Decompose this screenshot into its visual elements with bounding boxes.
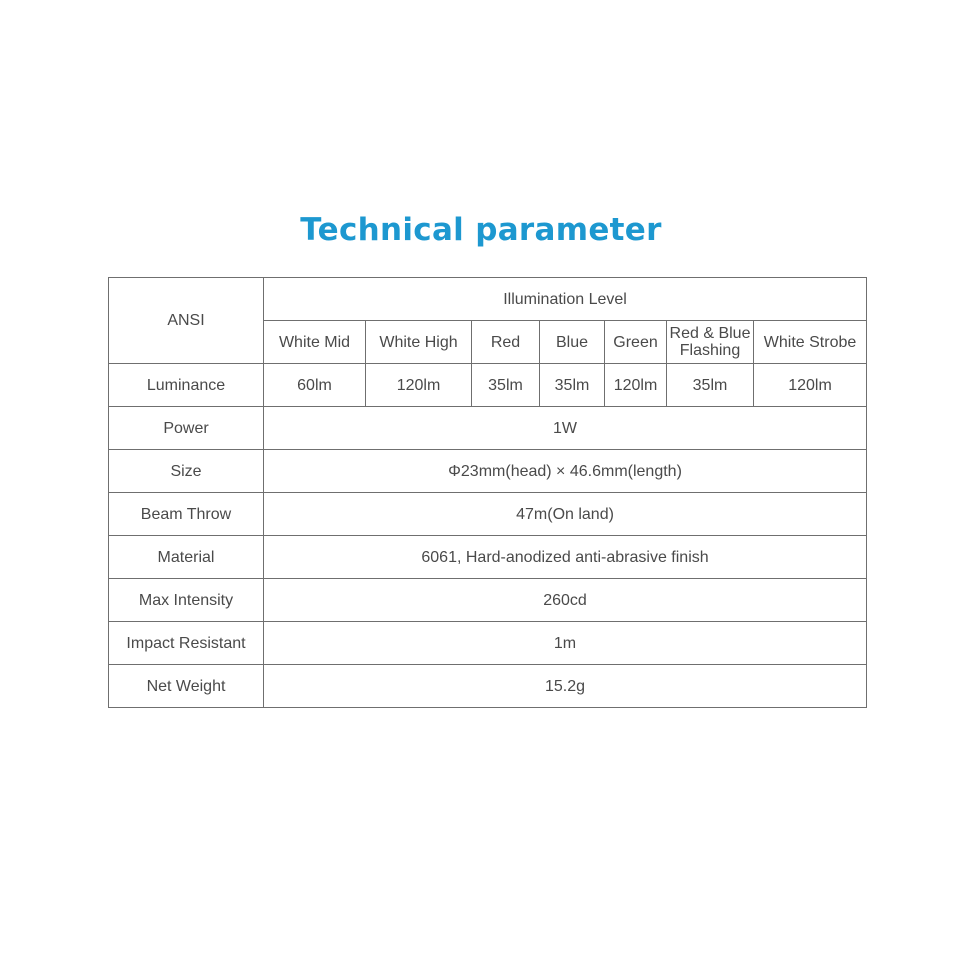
row-label-material: Material xyxy=(109,536,264,579)
table-row-net-weight xyxy=(109,665,867,708)
table-row-max-intensity xyxy=(109,579,867,622)
luminance-white-high: 120lm xyxy=(366,364,472,407)
technical-parameter-table xyxy=(108,277,867,708)
table-row-size xyxy=(109,450,867,493)
luminance-blue: 35lm xyxy=(540,364,605,407)
luminance-white-mid: 60lm xyxy=(264,364,366,407)
row-value-max-intensity: 260cd xyxy=(264,579,867,622)
row-value-impact-resistant: 1m xyxy=(264,622,867,665)
row-value-power: 1W xyxy=(264,407,867,450)
ansi-header-cell: ANSI xyxy=(109,278,264,364)
mode-header-white-mid: White Mid xyxy=(264,321,366,364)
row-value-size: Φ23mm(head) × 46.6mm(length) xyxy=(264,450,867,493)
row-label-beam-throw: Beam Throw xyxy=(109,493,264,536)
row-label-net-weight: Net Weight xyxy=(109,665,264,708)
luminance-red-blue-flashing: 35lm xyxy=(667,364,754,407)
page-title: Technical parameter xyxy=(300,212,662,248)
table-row-beam-throw xyxy=(109,493,867,536)
row-label-power: Power xyxy=(109,407,264,450)
row-label-max-intensity: Max Intensity xyxy=(109,579,264,622)
header-row-group xyxy=(109,278,867,321)
luminance-red: 35lm xyxy=(472,364,540,407)
table-row-luminance xyxy=(109,364,867,407)
mode-header-green: Green xyxy=(605,321,667,364)
table-row-material xyxy=(109,536,867,579)
mode-header-white-high: White High xyxy=(366,321,472,364)
mode-header-blue: Blue xyxy=(540,321,605,364)
illumination-level-header: Illumination Level xyxy=(264,278,867,321)
row-label-impact-resistant: Impact Resistant xyxy=(109,622,264,665)
luminance-white-strobe: 120lm xyxy=(754,364,867,407)
row-value-beam-throw: 47m(On land) xyxy=(264,493,867,536)
row-value-net-weight: 15.2g xyxy=(264,665,867,708)
mode-header-white-strobe: White Strobe xyxy=(754,321,867,364)
row-label-size: Size xyxy=(109,450,264,493)
mode-header-red-blue-flashing: Red & Blue Flashing xyxy=(667,321,754,364)
row-label-luminance: Luminance xyxy=(109,364,264,407)
table-row-impact-resistant xyxy=(109,622,867,665)
luminance-green: 120lm xyxy=(605,364,667,407)
mode-header-red: Red xyxy=(472,321,540,364)
table-row-power xyxy=(109,407,867,450)
row-value-material: 6061, Hard-anodized anti-abrasive finish xyxy=(264,536,867,579)
